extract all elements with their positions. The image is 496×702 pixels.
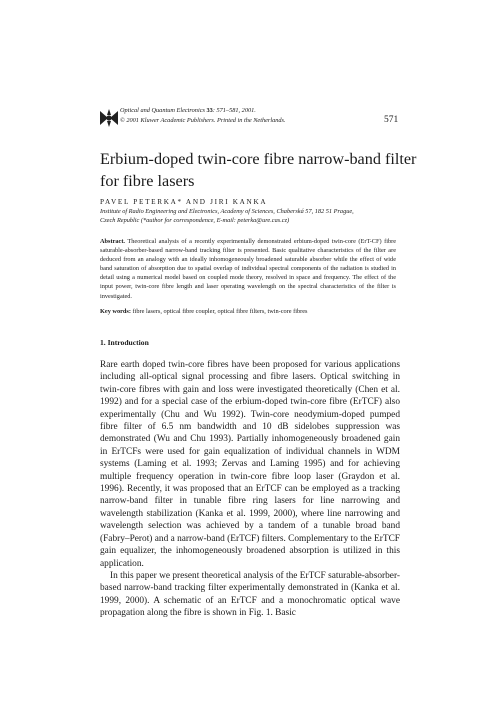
copyright-notice: © 2001 Kluwer Academic Publishers. Printed in the Netherlands. (120, 116, 286, 124)
page-number: 571 (384, 115, 399, 125)
body-text (100, 359, 400, 620)
keywords-label: Key words: (100, 308, 131, 315)
article-title: Erbium-doped twin-core fibre narrow-band filter for fibre lasers (100, 150, 417, 190)
abstract-label: Abstract. (100, 238, 126, 245)
author-list: PAVEL PETERKA* AND JIRI KANKA (100, 198, 268, 206)
keywords-text: fibre lasers, optical fibre coupler, optical fibre filters, twin-core fibres (132, 308, 308, 315)
paragraph: Rare earth doped twin-core fibres have been proposed for various applications including all-optical signal processing and fibre lasers. Optical switching in twin-core fibres with gain and loss were investigated theoretically (Chen et al. 1992) and for a special case of the erbium-doped twin-core fibre (ErTCF) also experimentally (Chu and Wu 1992). Twin-core neodymium-doped pumped fibre filter of 6.5 nm bandwidth and 10 dB sidelobes suppression was demonstrated (Wu and Chu 1993). Partially inhomogeneously broadened gain in ErTCFs were used for gain equalization of individual channels in WDM systems (Laming et al. 1993; Zervas and Laming 1995) and for achieving multiple frequency operation in twin-core fibre loop laser (Graydon et al. 1996). Recently, it was proposed that an ErTCF can be employed as a tracking narrow-band filter in tunable fibre ring lasers for line narrowing and wavelength stabilization (Kanka et al. 1999, 2000), where line narrowing and wavelength selection was achieved by a tandem of a tunable broad band (Fabry–Perot) and a narrow-band (ErTCF) filters. Complementary to the ErTCF gain equalizer, the inhomogeneously broadened absorption is utilized in this application. (100, 360, 400, 569)
journal-header (120, 106, 410, 125)
affiliation: Institute of Radio Engineering and Electronics, Academy of Sciences, Chaberská 57, 182 51 Prague, Czech Republic (*author for correspondence, E-mail: peterka@ure.cas.cz) (100, 208, 354, 224)
keywords (100, 307, 396, 316)
section-heading: 1. Introduction (100, 338, 149, 347)
publisher-logo-icon (99, 108, 119, 128)
paragraph: In this paper we present theoretical analysis of the ErTCF saturable-absorber-based narrow-band tracking filter experimentally demonstrated in (Kanka et al. 1999, 2000). A schematic of an ErTCF and a monochromatic optical wave propagation along the fibre is shown in Fig. 1. Basic (100, 570, 400, 619)
abstract-text: Theoretical analysis of a recently experimentally demonstrated erbium-doped twin-core (ErT-CF) fibre saturable-absorber-based narrow-band tracking filter is presented. Basic qualitative characteristics of the filter are deduced from an analogy with an ideally inhomogeneously broadened saturable absorber while the effect of wide band saturation of absorption due to spatial overlap of individual spectral components of the radiation is studied in detail using a numerical model based on coupled mode theory, resolved in space and frequency. The effect of the input power, twin-core fibre length and laser operating wavelength on the spectral characteristics of the filter is investigated. (100, 238, 396, 300)
journal-citation: Optical and Quantum Electronics 33: 571–581, 2001. (120, 107, 256, 114)
abstract (100, 237, 396, 301)
